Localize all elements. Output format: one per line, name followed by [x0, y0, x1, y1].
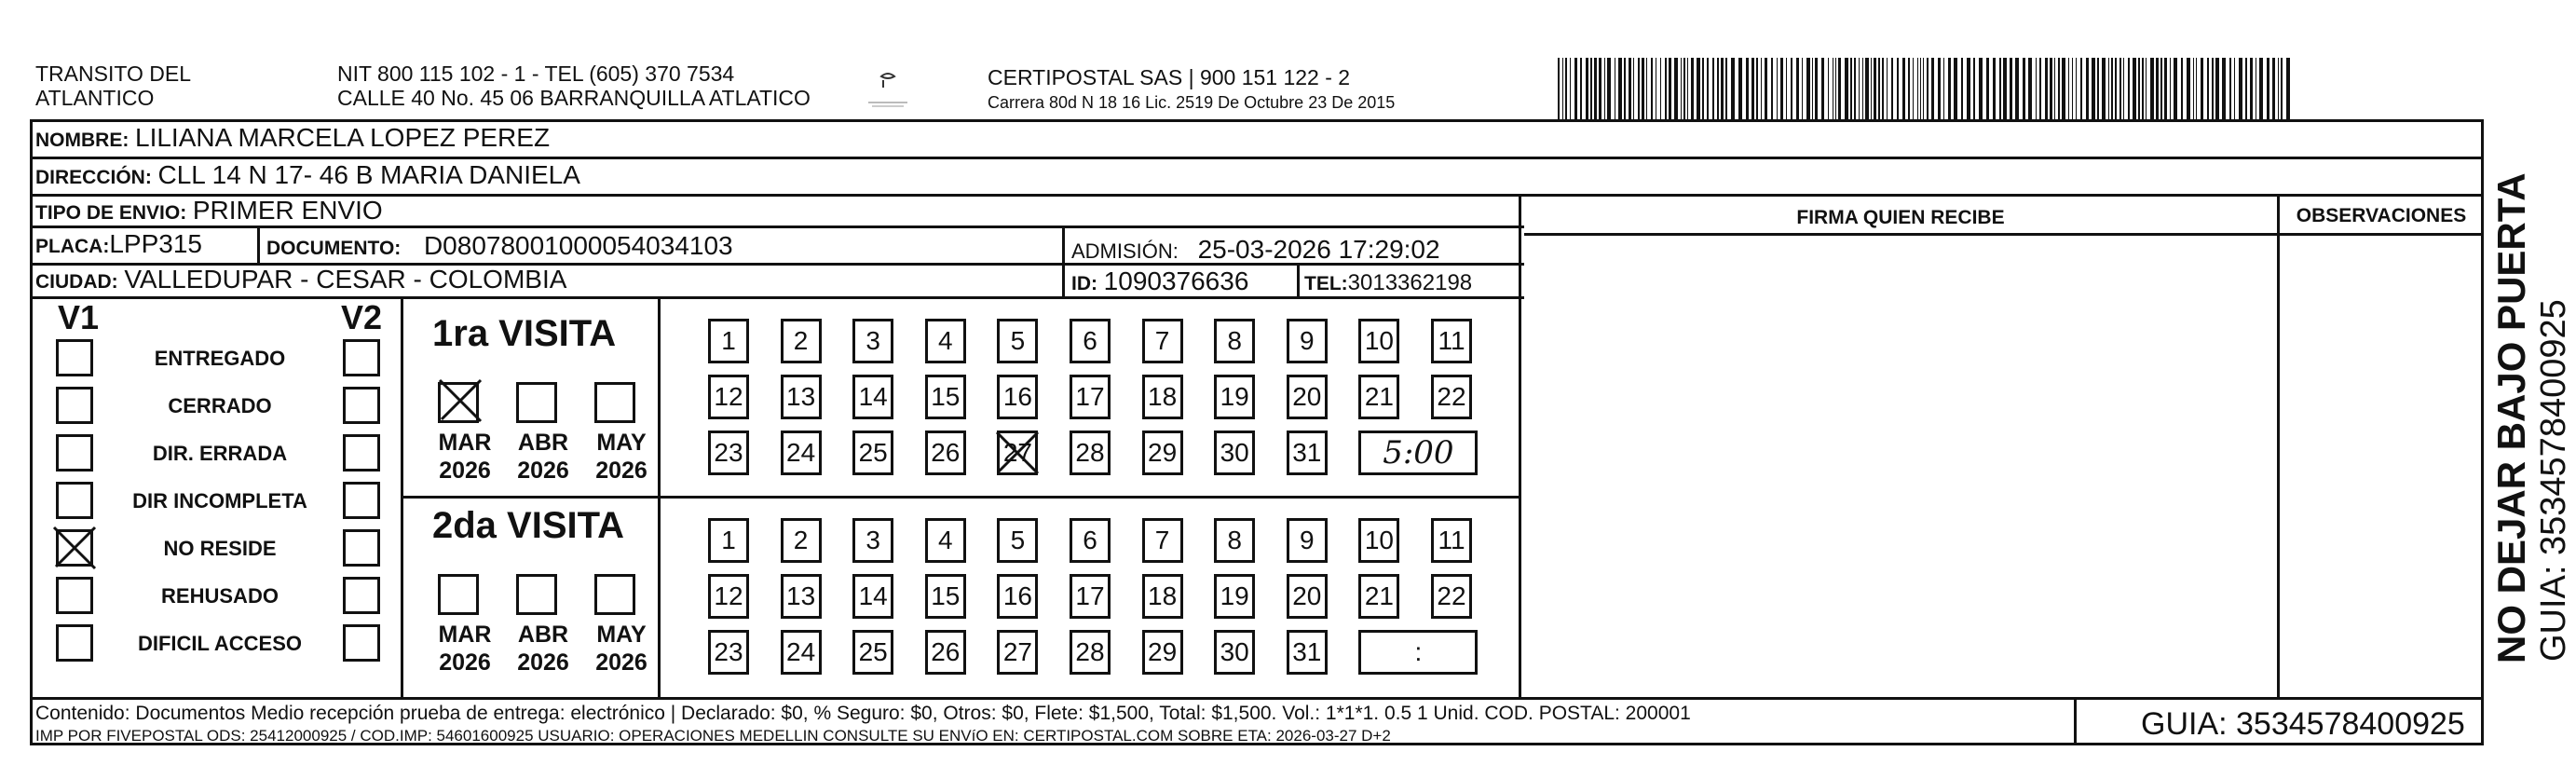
org-name: [35, 62, 191, 110]
day-box[interactable]: 24: [781, 430, 822, 475]
day-box[interactable]: 2: [781, 319, 822, 363]
day-box[interactable]: 9: [1287, 319, 1328, 363]
day-box[interactable]: 12: [708, 375, 749, 419]
tel-field: [1304, 270, 1472, 297]
nombre-value: LILIANA MARCELA LOPEZ PEREZ: [135, 123, 551, 152]
day-box[interactable]: 20: [1287, 574, 1328, 619]
day-box[interactable]: 21: [1358, 574, 1399, 619]
day-box[interactable]: 3: [852, 319, 893, 363]
day-box[interactable]: 16: [997, 375, 1038, 419]
day-box[interactable]: 29: [1142, 430, 1183, 475]
day-box[interactable]: 2: [781, 518, 822, 563]
status-v1-checkbox[interactable]: [56, 339, 93, 376]
ciudad-field: [35, 266, 566, 295]
status-v2-checkbox[interactable]: [343, 577, 380, 614]
month-label: MAY 2026: [595, 622, 647, 676]
day-box[interactable]: 23: [708, 630, 749, 675]
day-box[interactable]: 13: [781, 375, 822, 419]
visit2-title: 2da VISITA: [432, 505, 624, 546]
status-label: ENTREGADO: [154, 347, 286, 370]
placa-value: LPP315: [109, 229, 202, 258]
firma-header: FIRMA QUIEN RECIBE: [1796, 207, 2005, 228]
status-v1-checkbox[interactable]: [56, 387, 93, 424]
tipo-label: TIPO DE ENVIO:: [35, 202, 187, 224]
day-box[interactable]: 4: [925, 518, 966, 563]
sender-info: [337, 62, 811, 110]
id-field: [1071, 268, 1248, 297]
direccion-row: [35, 162, 580, 191]
admision-field: [1071, 237, 1440, 265]
nit-line: NIT 800 115 102 - 1 - TEL (605) 370 7534: [337, 62, 735, 86]
day-box[interactable]: 17: [1070, 574, 1111, 619]
day-box[interactable]: 20: [1287, 375, 1328, 419]
direccion-value: CLL 14 N 17- 46 B MARIA DANIELA: [157, 160, 580, 189]
status-label: DIR. ERRADA: [152, 442, 288, 465]
month-label: MAR 2026: [438, 622, 492, 676]
observaciones-header: OBSERVACIONES: [2296, 205, 2467, 226]
month-label: MAY 2026: [595, 430, 647, 484]
day-box[interactable]: 1: [708, 319, 749, 363]
status-v1-checkbox[interactable]: [56, 529, 93, 567]
day-box[interactable]: 30: [1214, 430, 1255, 475]
day-box[interactable]: 21: [1358, 375, 1399, 419]
status-v1-checkbox[interactable]: [56, 577, 93, 614]
day-box[interactable]: 16: [997, 574, 1038, 619]
day-box[interactable]: 29: [1142, 630, 1183, 675]
tipo-value: PRIMER ENVIO: [192, 196, 383, 225]
day-box[interactable]: 14: [852, 574, 893, 619]
carrier-address: Carrera 80d N 18 16 Lic. 2519 De Octubre 23 De 2015: [988, 93, 1396, 112]
month-label: ABR 2026: [517, 430, 569, 484]
day-box[interactable]: 26: [925, 630, 966, 675]
month-checkbox[interactable]: [594, 382, 635, 423]
status-v2-checkbox[interactable]: [343, 624, 380, 662]
day-box[interactable]: 8: [1214, 319, 1255, 363]
day-box[interactable]: 15: [925, 574, 966, 619]
day-box[interactable]: 27: [997, 630, 1038, 675]
ciudad-label: CIUDAD:: [35, 271, 118, 293]
month-label: ABR 2026: [517, 622, 569, 676]
tipo-row: [35, 198, 383, 226]
tel-value: 3013362198: [1347, 270, 1473, 295]
status-v2-checkbox[interactable]: [343, 482, 380, 519]
day-box[interactable]: 26: [925, 430, 966, 475]
v2-header: V2: [341, 298, 383, 336]
month-checkbox[interactable]: [594, 574, 635, 615]
day-box[interactable]: 5: [997, 518, 1038, 563]
status-v1-checkbox[interactable]: [56, 624, 93, 662]
time-box[interactable]: :: [1358, 630, 1478, 675]
day-box[interactable]: 31: [1287, 630, 1328, 675]
visit1-title: 1ra VISITA: [432, 313, 617, 354]
day-box[interactable]: 25: [852, 430, 893, 475]
side-guia: GUIA: 3534578400925: [2534, 299, 2573, 662]
carrier-name: CERTIPOSTAL SAS | 900 151 122 - 2: [988, 65, 1351, 89]
footer-contenido: Contenido: Documentos Medio recepción prueba de entrega: electrónico | Declarado: $0, % Seguro: $0, Otros: $0, Flete: $1,500, Total: $1,500. Vol.: 1*1*1. 0.5 1 Unid. COD. POSTAL: 200001: [35, 703, 1691, 724]
month-checkbox[interactable]: [438, 382, 479, 423]
day-box[interactable]: 10: [1358, 518, 1399, 563]
documento-value: D08078001000054034103: [423, 231, 733, 260]
day-box[interactable]: 28: [1070, 430, 1111, 475]
placa-label: PLACA:: [35, 236, 110, 257]
day-box[interactable]: 31: [1287, 430, 1328, 475]
day-box[interactable]: 15: [925, 375, 966, 419]
month-checkbox[interactable]: [516, 574, 557, 615]
day-box[interactable]: 19: [1214, 574, 1255, 619]
admision-label: ADMISIÓN:: [1071, 239, 1179, 263]
footer-guia: GUIA: 3534578400925: [2141, 706, 2465, 742]
day-box[interactable]: 23: [708, 430, 749, 475]
status-v2-checkbox[interactable]: [343, 529, 380, 567]
day-box[interactable]: 5: [997, 319, 1038, 363]
time-box[interactable]: 5:00: [1358, 430, 1478, 475]
day-box[interactable]: 8: [1214, 518, 1255, 563]
status-v2-checkbox[interactable]: [343, 339, 380, 376]
day-box[interactable]: 25: [852, 630, 893, 675]
status-label: NO RESIDE: [163, 537, 277, 560]
day-box[interactable]: 30: [1214, 630, 1255, 675]
nombre-label: NOMBRE:: [35, 130, 129, 151]
day-box[interactable]: 6: [1070, 518, 1111, 563]
status-label: REHUSADO: [161, 584, 279, 608]
documento-label: DOCUMENTO:: [266, 238, 402, 259]
status-label: DIFICIL ACCESO: [137, 632, 302, 655]
day-box[interactable]: 12: [708, 574, 749, 619]
day-box[interactable]: 10: [1358, 319, 1399, 363]
status-v1-checkbox[interactable]: [56, 434, 93, 472]
status-label: DIR INCOMPLETA: [132, 489, 307, 512]
day-box[interactable]: 7: [1142, 319, 1183, 363]
address-line: CALLE 40 No. 45 06 BARRANQUILLA ATLATICO: [337, 86, 811, 110]
day-box[interactable]: 22: [1431, 375, 1472, 419]
day-box[interactable]: 1: [708, 518, 749, 563]
documento-field: [266, 233, 733, 262]
id-label: ID:: [1071, 273, 1097, 294]
day-box[interactable]: 19: [1214, 375, 1255, 419]
tel-label: TEL:: [1304, 273, 1348, 294]
day-box[interactable]: 17: [1070, 375, 1111, 419]
barcode: [1558, 58, 2303, 119]
org-line2: ATLANTICO: [35, 86, 155, 110]
day-box[interactable]: 18: [1142, 375, 1183, 419]
day-box[interactable]: 13: [781, 574, 822, 619]
month-checkbox[interactable]: [438, 574, 479, 615]
placa-field: [35, 231, 202, 260]
nombre-row: [35, 125, 550, 154]
day-box[interactable]: 7: [1142, 518, 1183, 563]
v1-header: V1: [58, 298, 100, 336]
day-box[interactable]: 18: [1142, 574, 1183, 619]
day-box[interactable]: 9: [1287, 518, 1328, 563]
day-box[interactable]: 11: [1431, 518, 1472, 563]
status-label: CERRADO: [168, 394, 272, 417]
footer-imp: IMP POR FIVEPOSTAL ODS: 25412000925 / COD.IMP: 54601600925 USUARIO: OPERACIONES MEDELLIN CONSULTE SU ENVíO EN: CERTIPOSTAL.COM SOBRE ETA: 2026-03-27 D+2: [35, 727, 1391, 745]
day-box[interactable]: 28: [1070, 630, 1111, 675]
direccion-label: DIRECCIÓN:: [35, 167, 152, 188]
day-box[interactable]: 22: [1431, 574, 1472, 619]
status-v1-checkbox[interactable]: [56, 482, 93, 519]
org-line1: TRANSITO DEL: [35, 62, 191, 86]
day-box[interactable]: 6: [1070, 319, 1111, 363]
day-box[interactable]: 11: [1431, 319, 1472, 363]
side-warning: NO DEJAR BAJO PUERTA: [2489, 172, 2533, 663]
id-value: 1090376636: [1103, 266, 1249, 295]
day-box[interactable]: 24: [781, 630, 822, 675]
day-box[interactable]: 27: [997, 430, 1038, 475]
month-label: MAR 2026: [438, 430, 492, 484]
carrier-logo-icon: [863, 67, 913, 116]
status-v2-checkbox[interactable]: [343, 434, 380, 472]
month-checkbox[interactable]: [516, 382, 557, 423]
ciudad-value: VALLEDUPAR - CESAR - COLOMBIA: [124, 265, 567, 294]
day-box[interactable]: 3: [852, 518, 893, 563]
status-v2-checkbox[interactable]: [343, 387, 380, 424]
day-box[interactable]: 4: [925, 319, 966, 363]
admision-value: 25-03-2026 17:29:02: [1197, 235, 1440, 264]
day-box[interactable]: 14: [852, 375, 893, 419]
